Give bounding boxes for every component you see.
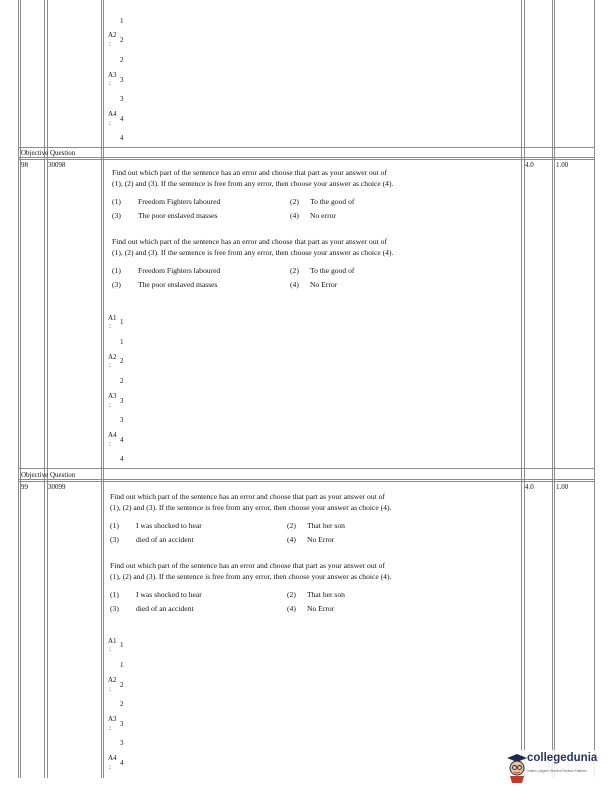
answer-a1-label: A1	[108, 637, 117, 645]
answer-a4-label: A4	[108, 431, 117, 439]
colon-mark: :	[109, 401, 111, 409]
option-4-text: No error	[310, 211, 336, 220]
instruction-line-2: (1), (2) and (3). If the sentence is free from any error, then choose your answer as choice (4).	[112, 179, 394, 188]
option-2-text: That her son	[307, 521, 345, 530]
answer-a2-num: 2	[120, 681, 124, 689]
instruction-line-2: (1), (2) and (3). If the sentence is free from any error, then choose your answer as choice (4).	[110, 503, 392, 512]
top-num-a4: 4	[120, 115, 124, 123]
colon-mark: :	[109, 40, 111, 48]
col-divider-4	[101, 0, 102, 778]
top-num-3: 3	[120, 95, 124, 103]
option-repeat-1-number: (1)	[112, 266, 121, 275]
colon-mark: :	[109, 685, 111, 693]
watermark-tagline: India's Largest Student Review Platform	[527, 769, 588, 773]
option-3-text: died of an accident	[136, 535, 194, 544]
colon-mark: :	[109, 119, 111, 127]
option-1-text: I was shocked to hear	[136, 521, 202, 530]
colon-mark: :	[109, 645, 111, 653]
question-type-label: Objective Question	[21, 149, 76, 157]
option-repeat-2-number: (2)	[287, 590, 296, 599]
answer-a3-num: 3	[120, 720, 124, 728]
top-num-2: 2	[120, 56, 124, 64]
top-label-a4: A4	[108, 110, 117, 118]
answer-a4-num: 4	[120, 436, 124, 444]
question-id: 30099	[48, 483, 66, 491]
question-id: 30098	[48, 161, 66, 169]
question-serial: 98	[21, 161, 28, 169]
top-num-a2: 2	[120, 36, 124, 44]
option-repeat-2-text: To the good of	[310, 266, 355, 275]
top-label-a3: A3	[108, 71, 117, 79]
answer-a1-num: 1	[120, 318, 124, 326]
option-repeat-2-number: (2)	[290, 266, 299, 275]
question-marks: 4.0	[525, 483, 534, 491]
option-4-number: (4)	[290, 211, 299, 220]
option-repeat-3-number: (3)	[110, 604, 119, 613]
option-1-number: (1)	[112, 197, 121, 206]
option-3-number: (3)	[110, 535, 119, 544]
page-border-right	[594, 0, 595, 778]
question-type-label: Objective Question	[21, 471, 76, 479]
option-2-number: (2)	[290, 197, 299, 206]
col-divider-1	[20, 0, 21, 778]
answer-a2-value: 2	[120, 377, 124, 385]
question-negative-marks: 1.00	[556, 483, 569, 491]
row-divider-q99-top	[18, 468, 595, 469]
option-1-text: Freedom Fighters laboured	[138, 197, 221, 206]
instruction-repeat-line-1: Find out which part of the sentence has an error and choose that part as your answer out of	[112, 237, 387, 246]
colon-mark: :	[109, 322, 111, 330]
option-2-text: To the good of	[310, 197, 355, 206]
instruction-repeat-line-1: Find out which part of the sentence has an error and choose that part as your answer out of	[110, 561, 385, 570]
answer-a1-value: 1	[120, 661, 124, 669]
option-repeat-1-text: Freedom Fighters laboured	[138, 266, 221, 275]
answer-a2-label: A2	[108, 676, 117, 684]
colon-mark: :	[109, 79, 111, 87]
answer-a2-num: 2	[120, 357, 124, 365]
option-1-number: (1)	[110, 521, 119, 530]
option-repeat-4-number: (4)	[290, 280, 299, 289]
answer-a1-num: 1	[120, 641, 124, 649]
instruction-repeat-line-2: (1), (2) and (3). If the sentence is free from any error, then choose your answer as choice (4).	[112, 248, 394, 257]
row-divider-q99-header	[18, 481, 595, 482]
answer-a1-value: 1	[120, 338, 124, 346]
option-2-number: (2)	[287, 521, 296, 530]
instruction-line-1: Find out which part of the sentence has an error and choose that part as your answer out of	[110, 492, 385, 501]
row-divider-q99-type	[18, 479, 595, 480]
colon-mark: :	[109, 440, 111, 448]
col-divider-5	[103, 0, 104, 778]
instruction-line-1: Find out which part of the sentence has an error and choose that part as your answer out of	[112, 168, 387, 177]
option-repeat-4-text: No Error	[307, 604, 335, 613]
col-divider-6	[521, 0, 522, 778]
answer-a4-value: 4	[120, 455, 124, 463]
option-3-number: (3)	[112, 211, 121, 220]
option-repeat-3-text: The poor enslaved masses	[138, 280, 218, 289]
col-divider-7	[524, 0, 525, 778]
answer-a2-value: 2	[120, 700, 124, 708]
page-border-left	[18, 0, 19, 778]
question-serial: 99	[21, 483, 28, 491]
option-repeat-1-number: (1)	[110, 590, 119, 599]
col-divider-2	[44, 0, 45, 778]
question-marks: 4.0	[525, 161, 534, 169]
colon-mark: :	[109, 361, 111, 369]
top-label-a2: A2	[108, 31, 117, 39]
option-repeat-1-text: I was shocked to hear	[136, 590, 202, 599]
answer-a3-label: A3	[108, 715, 117, 723]
answer-a4-label: A4	[108, 754, 117, 762]
option-3-text: The poor enslaved masses	[138, 211, 218, 220]
answer-a2-label: A2	[108, 353, 117, 361]
answer-a3-value: 3	[120, 739, 124, 747]
colon-mark: :	[109, 724, 111, 732]
top-num-4: 4	[120, 134, 124, 142]
answer-a1-label: A1	[108, 314, 117, 322]
instruction-repeat-line-2: (1), (2) and (3). If the sentence is free from any error, then choose your answer as choice (4).	[110, 572, 392, 581]
col-divider-9	[554, 0, 555, 778]
col-divider-3	[47, 0, 48, 778]
option-repeat-3-text: died of an accident	[136, 604, 194, 613]
option-4-text: No Error	[307, 535, 335, 544]
col-divider-8	[552, 0, 553, 778]
answer-a3-num: 3	[120, 397, 124, 405]
option-repeat-2-text: That her son	[307, 590, 345, 599]
colon-mark: :	[109, 763, 111, 771]
option-4-number: (4)	[287, 535, 296, 544]
answer-a4-num: 4	[120, 759, 124, 767]
option-repeat-4-text: No Error	[310, 280, 338, 289]
watermark-brand: collegedunia	[527, 752, 598, 764]
option-repeat-3-number: (3)	[112, 280, 121, 289]
top-num-a3: 3	[120, 76, 124, 84]
row-divider-q98-top	[18, 147, 595, 148]
option-repeat-4-number: (4)	[287, 604, 296, 613]
row-divider-q98-header	[18, 159, 595, 160]
answer-a3-label: A3	[108, 392, 117, 400]
answer-a3-value: 3	[120, 416, 124, 424]
row-divider-q98-type	[18, 157, 595, 158]
top-num-1: 1	[120, 17, 124, 25]
question-negative-marks: 1.00	[556, 161, 569, 169]
